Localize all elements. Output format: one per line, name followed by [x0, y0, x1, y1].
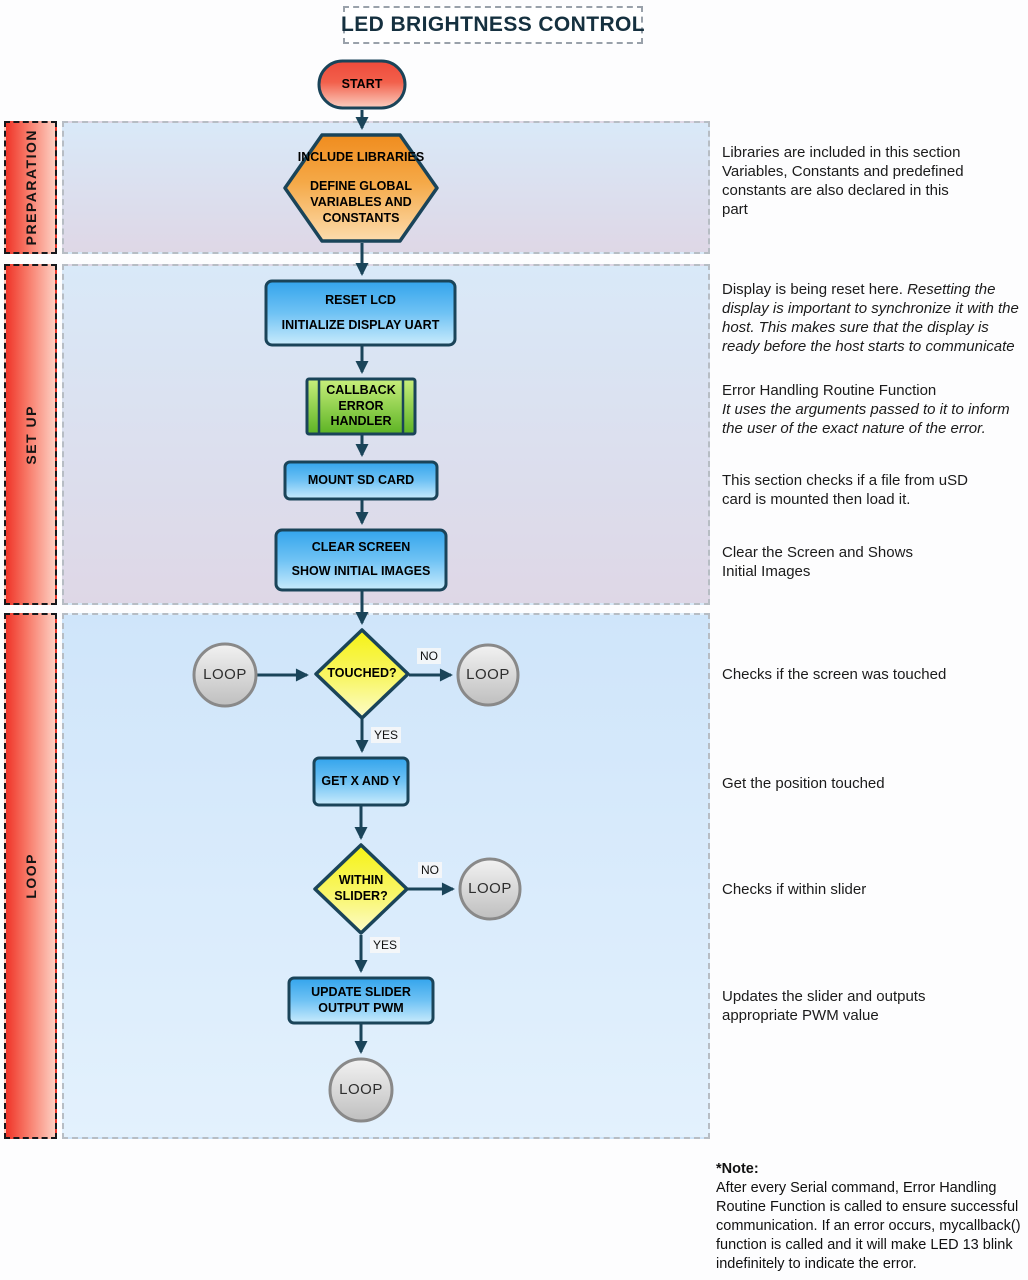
annotation-libraries [722, 143, 967, 219]
update-slider-label [299, 978, 423, 1023]
mount-sd-label [285, 462, 437, 499]
annotation-error-handling [722, 381, 1028, 438]
include-line1: INCLUDE LIBRARIES [297, 149, 425, 164]
annotation-update: Updates the slider and outputs appropriate PWM value [722, 988, 926, 1024]
loop-within-no-label [460, 859, 520, 919]
clear-line1: CLEAR SCREEN [311, 540, 411, 555]
reset-line1: RESET LCD [325, 292, 396, 307]
reset-line2: INITIALIZE DISPLAY UART [281, 317, 440, 332]
section-label-setup: SET UP [22, 404, 39, 465]
loop-end-label [330, 1059, 392, 1121]
mount-text: MOUNT SD CARD [307, 472, 415, 487]
loop-touched-no-text: LOOP [466, 665, 510, 683]
include-line2: DEFINE GLOBAL VARIABLES AND CONSTANTS [309, 179, 413, 225]
within-slider-label [323, 845, 399, 933]
edge-label-no-touched: NO [417, 648, 441, 664]
section-label-preparation: PREPARATION [22, 129, 39, 246]
edge-label-yes-touched: YES [371, 727, 401, 743]
footnote [716, 1160, 1024, 1274]
annotation-display-italic: Resetting the display is important to synchronize it with the host. This makes sure that the display is ready before the host starts to communicate [722, 281, 1019, 355]
loop-end-text: LOOP [339, 1080, 383, 1098]
annotation-error-body: It uses the arguments passed to it to inform the user of the exact nature of the error. [722, 401, 1010, 437]
annotation-usd: This section checks if a file from uSD card is mounted then load it. [722, 472, 968, 508]
footnote-body: After every Serial command, Error Handling Routine Function is called to ensure successful communication. If an error occurs, mycallback() function is called and it will make LED 13 blink indefinitely to indicate the error. [716, 1180, 1021, 1272]
annotation-display-normal: Display is being reset here. [722, 281, 908, 298]
annotation-touched: Checks if the screen was touched [722, 666, 947, 683]
reset-lcd-label [266, 283, 455, 343]
loop-left-text: LOOP [203, 665, 247, 683]
loop-left-label [194, 644, 256, 706]
edge-label-no-within: NO [418, 862, 442, 878]
annotation-position: Get the position touched [722, 775, 885, 792]
touched-label [316, 630, 408, 718]
get-xy-text: GET X AND Y [321, 773, 401, 788]
annotation-clear: Clear the Screen and Shows Initial Images [722, 544, 913, 580]
edge-label-yes-within: YES [370, 937, 400, 953]
callback-text: CALLBACK ERROR HANDLER [326, 383, 396, 429]
annotation-libraries-p1: Libraries are included in this section [722, 144, 961, 161]
include-libraries-label [296, 139, 426, 237]
update-text: UPDATE SLIDER OUTPUT PWM [311, 984, 411, 1015]
clear-screen-label [276, 532, 446, 588]
annotation-display-reset [722, 280, 1026, 356]
clear-line2: SHOW INITIAL IMAGES [291, 564, 431, 579]
get-xy-label [314, 758, 408, 805]
loop-within-no-text: LOOP [468, 879, 512, 897]
annotation-slider: Checks if within slider [722, 881, 867, 898]
start-text: START [341, 76, 383, 91]
annotation-error-title: Error Handling Routine Function [722, 382, 937, 399]
annotation-libraries-p2: Variables, Constants and predefined constants are also declared in this part [722, 163, 964, 218]
within-text: WITHIN SLIDER? [334, 873, 388, 903]
touched-text: TOUCHED? [327, 666, 397, 681]
loop-touched-no-label [458, 645, 518, 705]
footnote-title: *Note: [716, 1161, 759, 1177]
section-label-loop: LOOP [22, 853, 39, 899]
page-title: LED BRIGHTNESS CONTROL [341, 13, 645, 36]
callback-label [322, 379, 400, 434]
start-label [319, 61, 405, 108]
